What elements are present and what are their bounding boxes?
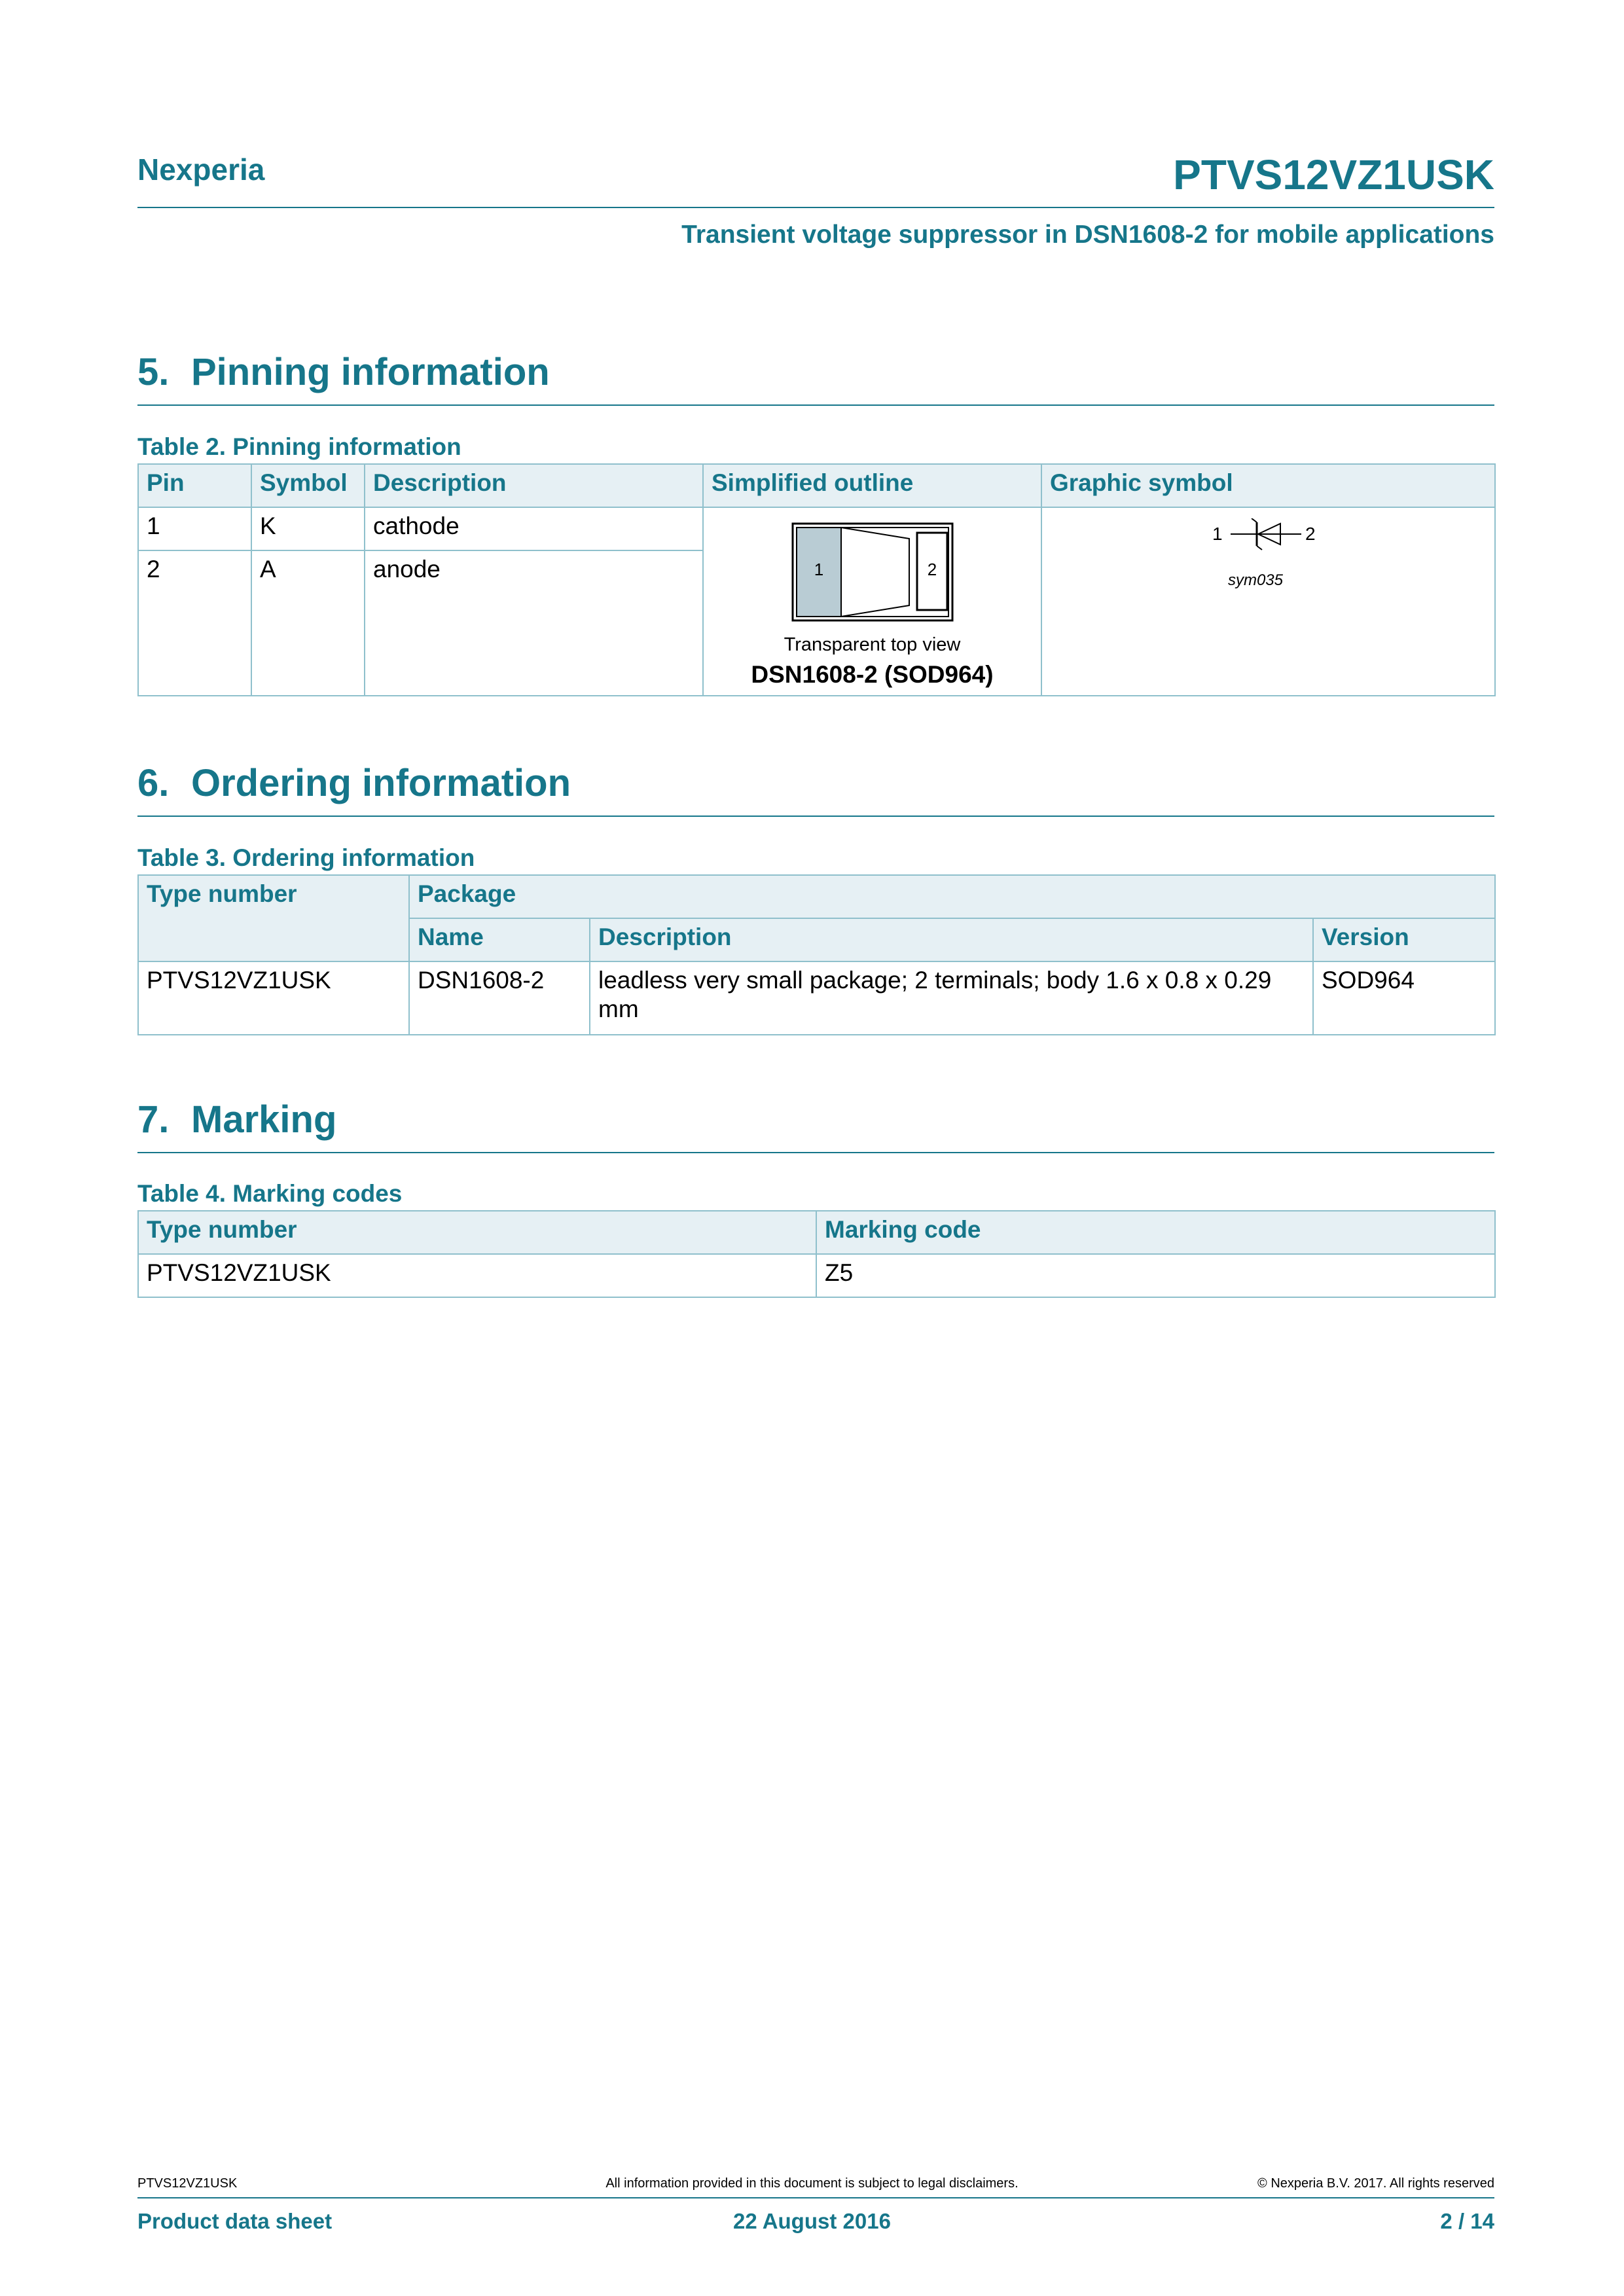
outline-view-caption: Transparent top view [784, 634, 961, 655]
column-header: Name [409, 918, 590, 961]
symbol-pin-2-label: 2 [1305, 524, 1316, 544]
footer-document-type: Product data sheet [137, 2209, 333, 2233]
simplified-outline-cell [703, 507, 1041, 696]
footer-copyright: © Nexperia B.V. 2017. All rights reserved [1257, 2176, 1494, 2191]
symbol-cell: K [251, 507, 365, 550]
die-outline [841, 528, 909, 617]
table-row [138, 1254, 1495, 1297]
table-row [138, 507, 1495, 550]
section-title: Ordering information [191, 762, 571, 804]
type-number-cell: PTVS12VZ1USK [138, 1254, 816, 1297]
section-divider [137, 816, 1494, 817]
pad-1-label: 1 [814, 560, 823, 579]
marking-table [137, 1210, 1496, 1298]
symbol-code-label: sym035 [1227, 571, 1283, 589]
ordering-table [137, 874, 1496, 1035]
document-title: PTVS12VZ1USK [1173, 151, 1494, 198]
graphic-symbol-cell [1041, 507, 1495, 696]
symbol-cell: A [251, 550, 365, 696]
section-number: 5. [137, 351, 170, 393]
section-heading-pinning [137, 350, 550, 394]
section-title: Marking [191, 1098, 337, 1141]
section-number: 6. [137, 762, 170, 804]
symbol-pin-1-label: 1 [1212, 524, 1223, 544]
section-heading-marking [137, 1098, 336, 1141]
tvs-diode-symbol [1203, 518, 1334, 590]
package-outline-drawing [787, 517, 958, 622]
footer-part-number: PTVS12VZ1USK [137, 2176, 238, 2191]
table-header-row [138, 875, 1495, 918]
brand-name: Nexperia [137, 152, 265, 187]
package-description-cell: leadless very small package; 2 terminals; body 1.6 x 0.8 x 0.29 mm [590, 961, 1313, 1035]
column-header: Type number [138, 1211, 816, 1254]
pin-cell: 1 [138, 507, 251, 550]
table-caption: Table 2. Pinning information [137, 433, 461, 460]
footer-divider [137, 2197, 1494, 2198]
table-header-row [138, 1211, 1495, 1254]
column-header: Symbol [251, 464, 365, 507]
section-divider [137, 404, 1494, 406]
type-number-cell: PTVS12VZ1USK [138, 961, 409, 1035]
outline-package-name: DSN1608-2 (SOD964) [751, 660, 994, 688]
pin-cell: 2 [138, 550, 251, 696]
column-header: Description [590, 918, 1313, 961]
footer-date: 22 August 2016 [733, 2209, 891, 2233]
section-number: 7. [137, 1098, 170, 1141]
header-divider [137, 207, 1494, 208]
document-subtitle: Transient voltage suppressor in DSN1608-2 for mobile applications [681, 221, 1494, 249]
marking-code-cell: Z5 [816, 1254, 1495, 1297]
package-version-cell: SOD964 [1313, 961, 1495, 1035]
column-header: Package [409, 875, 1495, 918]
column-header: Simplified outline [703, 464, 1041, 507]
pad-2-label: 2 [927, 560, 937, 579]
pinning-table [137, 463, 1496, 696]
column-header: Marking code [816, 1211, 1495, 1254]
column-header: Description [365, 464, 703, 507]
footer-disclaimer: All information provided in this document is subject to legal disclaimers. [605, 2176, 1019, 2191]
table-header-row [138, 464, 1495, 507]
section-divider [137, 1152, 1494, 1153]
symbol-zener-tip-bottom [1257, 546, 1262, 550]
package-name-cell: DSN1608-2 [409, 961, 590, 1035]
description-cell: anode [365, 550, 703, 696]
table-caption: Table 3. Ordering information [137, 844, 475, 871]
table-row [138, 961, 1495, 1035]
column-header: Version [1313, 918, 1495, 961]
column-header: Type number [138, 875, 409, 961]
section-heading-ordering [137, 761, 571, 805]
symbol-zener-tip-top [1252, 518, 1257, 522]
footer-page-number: 2 / 14 [1440, 2209, 1494, 2233]
description-cell: cathode [365, 507, 703, 550]
section-title: Pinning information [191, 351, 550, 393]
column-header: Graphic symbol [1041, 464, 1495, 507]
column-header: Pin [138, 464, 251, 507]
table-caption: Table 4. Marking codes [137, 1180, 403, 1207]
